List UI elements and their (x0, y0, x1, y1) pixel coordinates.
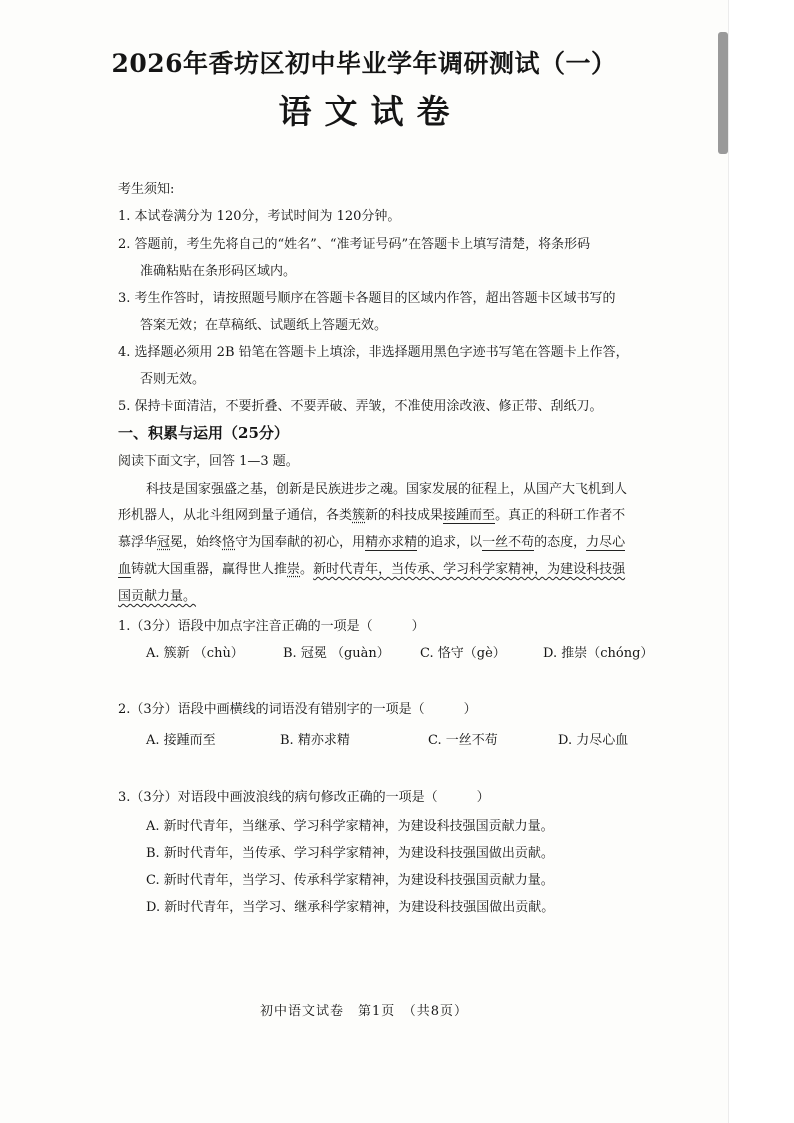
passage-text: 。真正的科研工作者不 (495, 508, 626, 523)
notice-item: 5. 保持卡面清洁，不要折叠、不要弄破、弄皱，不准使用涂改液、修正带、刮纸刀。 (118, 399, 603, 414)
passage-line (118, 561, 625, 579)
dotted-char: 簇 (352, 508, 366, 523)
passage-text: 。 (300, 562, 314, 577)
passage-line (118, 588, 196, 606)
scrollbar-track[interactable] (728, 0, 794, 1123)
option: C. 恪守（gè） (420, 646, 506, 661)
passage-line (118, 507, 625, 525)
underlined-word: 精亦求精 (365, 535, 418, 550)
exam-subtitle: 语文试卷 (278, 92, 463, 131)
passage-text: 的追求，以 (417, 535, 483, 550)
option: B. 冠冕 （guàn） (283, 646, 390, 661)
passage-text: 铸就大国重器，赢得世人推 (131, 562, 288, 577)
option: C. 一丝不苟 (428, 733, 498, 748)
passage-line (118, 534, 625, 552)
section-heading: 一、积累与运用（25分） (118, 424, 289, 442)
passage-text: 新的科技成果 (365, 508, 444, 523)
option: D. 新时代青年，当学习、继承科学家精神，为建设科技强国做出贡献。 (146, 900, 555, 915)
page-footer: 初中语文试卷 第1页 （共8页） (259, 1004, 469, 1019)
passage-text: 的态度， (534, 535, 587, 550)
option: B. 新时代青年，当传承、学习科学家精神，为建设科技强国做出贡献。 (146, 846, 554, 861)
option: A. 接踵而至 (146, 733, 216, 748)
wavy-sentence: 国贡献力量。 (118, 589, 197, 604)
passage-text: 冕，始终 (170, 535, 223, 550)
dotted-char: 冠 (157, 535, 171, 550)
option: C. 新时代青年，当学习、传承科学家精神，为建设科技强国贡献力量。 (146, 873, 554, 888)
option: A. 新时代青年，当继承、学习科学家精神，为建设科技强国贡献力量。 (146, 819, 554, 834)
passage-line: 科技是国家强盛之基，创新是民族进步之魂。国家发展的征程上，从国产大飞机到人 (146, 482, 628, 497)
notice-item: 4. 选择题必须用 2B 铅笔在答题卡上填涂，非选择题用黑色字迹书写笔在答题卡上作答， (118, 345, 629, 360)
notice-item: 1. 本试卷满分为 120分，考试时间为 120分钟。 (118, 209, 401, 224)
question-stem: 3.（3分）对语段中画波浪线的病句修改正确的一项是（ ） (118, 790, 490, 805)
question-stem: 2.（3分）语段中画横线的词语没有错别字的一项是（ ） (118, 702, 477, 717)
dotted-char: 崇 (287, 562, 301, 577)
wavy-sentence: 新时代青年，当传承、学习科学家精神，为建设科技强 (313, 562, 626, 577)
notice-heading: 考生须知: (118, 182, 175, 197)
underlined-word: 力尽心 (586, 535, 626, 550)
notice-item-continued: 答案无效；在草稿纸、试题纸上答题无效。 (140, 318, 388, 333)
scrollbar-thumb[interactable] (718, 32, 728, 154)
underlined-word: 接踵而至 (443, 508, 496, 523)
passage-text: 守为国奉献的初心，用 (235, 535, 366, 550)
option: A. 簇新 （chù） (146, 646, 244, 661)
passage-text: 慕浮华 (118, 535, 158, 550)
exam-title: 2026年香坊区初中毕业学年调研测试（一） (111, 49, 617, 78)
notice-item: 2. 答题前，考生先将自己的“姓名”、“准考证号码”在答题卡上填写清楚，将条形码 (118, 237, 591, 252)
question-stem: 1.（3分）语段中加点字注音正确的一项是（ ） (118, 619, 425, 634)
underlined-word: 血 (118, 562, 132, 577)
option: B. 精亦求精 (280, 733, 350, 748)
underlined-word: 一丝不苟 (482, 535, 535, 550)
passage-text: 形机器人，从北斗组网到量子通信，各类 (118, 508, 353, 523)
option: D. 推崇（chóng） (543, 646, 654, 661)
notice-item: 3. 考生作答时，请按照题号顺序在答题卡各题目的区域内作答，超出答题卡区域书写的 (118, 291, 616, 306)
option: D. 力尽心血 (558, 733, 629, 748)
notice-item-continued: 否则无效。 (140, 372, 206, 387)
dotted-char: 恪 (222, 535, 236, 550)
notice-item-continued: 准确粘贴在条形码区域内。 (140, 264, 297, 279)
section-instruction: 阅读下面文字，回答 1—3 题。 (118, 454, 299, 469)
